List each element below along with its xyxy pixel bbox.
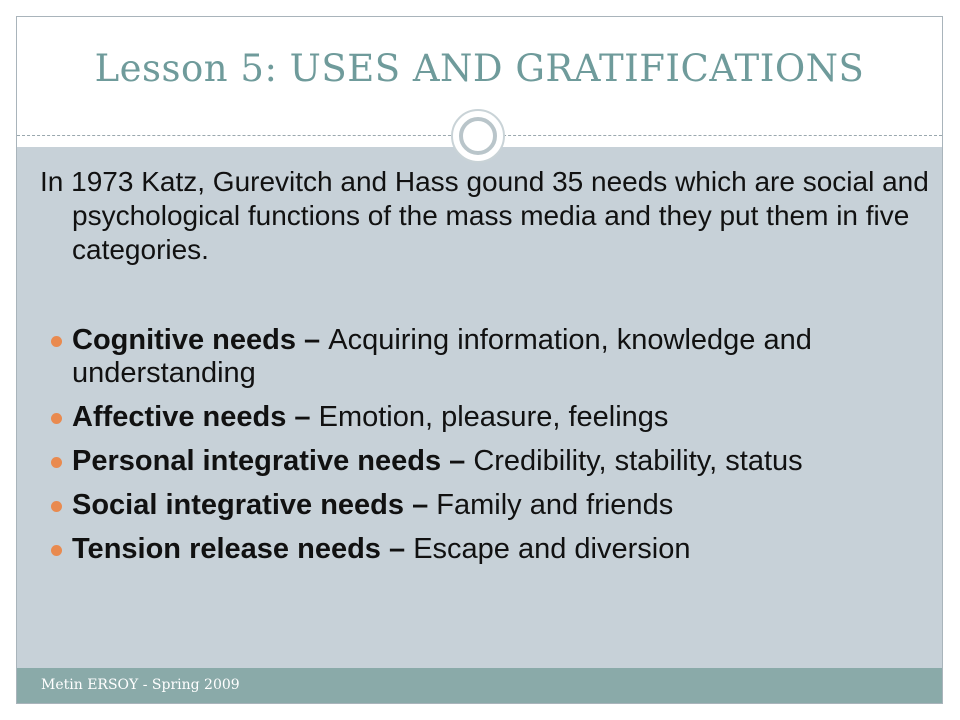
intro-paragraph: In 1973 Katz, Gurevitch and Hass gound 35 needs which are social and psychological functions of the mass media and they put them in five categories.: [40, 166, 929, 265]
need-term: Personal integrative needs –: [72, 445, 474, 477]
ring-ornament-icon: [451, 109, 505, 163]
bullet-icon: [51, 336, 62, 347]
list-item-social-integrative: [51, 489, 921, 522]
need-description: Escape and diversion: [413, 533, 691, 565]
needs-list: [51, 324, 921, 577]
need-term: Tension release needs –: [72, 533, 414, 565]
content-panel: [17, 147, 942, 670]
bullet-icon: [51, 545, 62, 556]
bullet-icon: [51, 413, 62, 424]
list-item-tension-release: [51, 533, 921, 566]
list-item-affective: [51, 401, 921, 434]
need-term: Cognitive needs –: [72, 324, 329, 356]
ring-inner-icon: [459, 117, 497, 155]
list-item-cognitive: [51, 324, 921, 390]
need-description: Emotion, pleasure, feelings: [318, 401, 669, 433]
bullet-icon: [51, 457, 62, 468]
list-item-personal-integrative: [51, 445, 921, 478]
slide: [16, 16, 943, 704]
need-description: Family and friends: [436, 489, 674, 521]
need-term: Affective needs –: [72, 401, 319, 433]
footer-bar: [17, 668, 942, 703]
bullet-icon: [51, 501, 62, 512]
need-description: Acquiring information, knowledge and understanding: [72, 324, 812, 389]
need-description: Credibility, stability, status: [473, 445, 803, 477]
slide-title: Lesson 5: USES AND GRATIFICATIONS: [94, 47, 865, 90]
footer-text: Metin ERSOY - Spring 2009: [41, 677, 240, 693]
need-term: Social integrative needs –: [72, 489, 437, 521]
